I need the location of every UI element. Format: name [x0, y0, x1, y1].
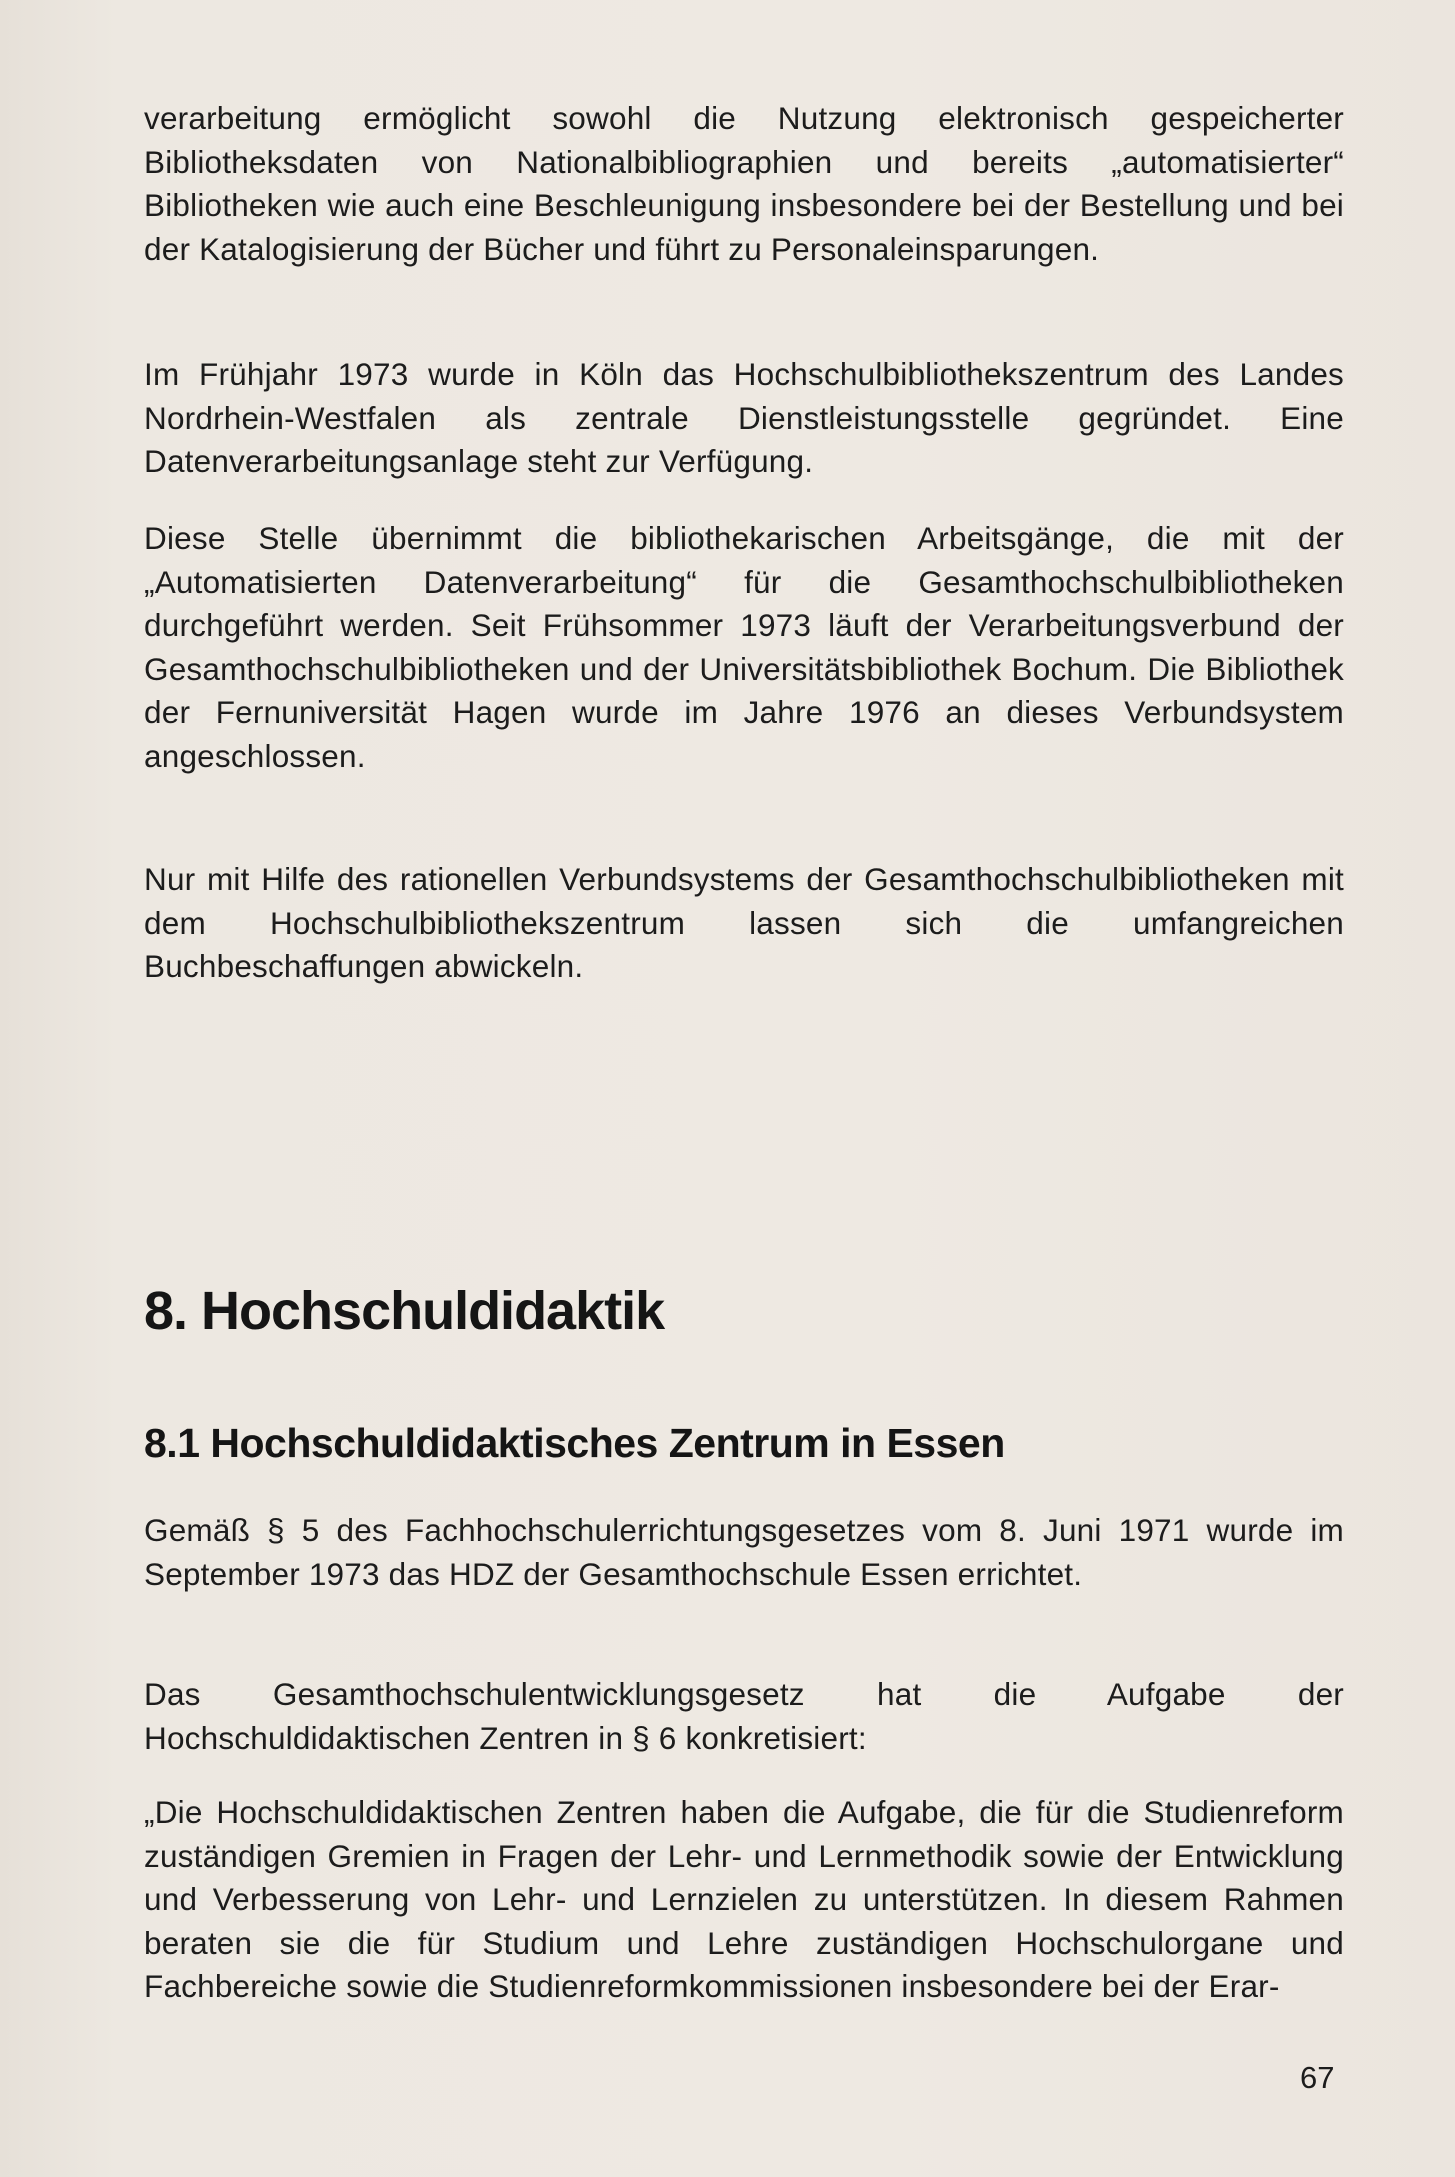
paragraph-4: Nur mit Hilfe des rationellen Verbundsystems der Gesamthochschulbibliotheken mit dem Hochschulbibliothekszentrum lassen sich die umfangreichen Buchbeschaffungen abwickeln. [144, 861, 1344, 984]
paragraph-6: Das Gesamthochschulentwicklungsgesetz hat die Aufgabe der Hochschuldidaktischen Zentren in § 6 konkretisiert: [144, 1676, 1344, 1756]
chapter-heading: 8. Hochschuldidaktik [144, 1281, 665, 1341]
paragraph-5: Gemäß § 5 des Fachhochschulerrichtungsgesetzes vom 8. Juni 1971 wurde im September 1973 das HDZ der Gesamthochschule Essen errichtet. [144, 1512, 1344, 1592]
page-number: 67 [1300, 2060, 1335, 2095]
paragraph-3: Diese Stelle übernimmt die bibliothekarischen Arbeitsgänge, die mit der „Automatisierten Datenverarbeitung“ für die Gesamthochschulbibliotheken durchgeführt werden. Seit Frühsommer 1973 läuft der Verarbeitungsverbund der Gesamthochschulbibliotheken und der Universitätsbibliothek Bochum. Die Bibliothek der Fernuniversität Hagen wurde im Jahre 1976 an dieses Verbundsystem angeschlossen. [144, 520, 1344, 774]
paragraph-2: Im Frühjahr 1973 wurde in Köln das Hochschulbibliothekszentrum des Landes Nordrhein-Westfalen als zentrale Dienstleistungsstelle gegründet. Eine Datenverarbeitungsanlage steht zur Verfügung. [144, 356, 1344, 479]
paragraph-1: verarbeitung ermöglicht sowohl die Nutzung elektronisch gespeicherter Bibliotheksdaten von Nationalbibliographien und bereits „automatisierter“ Bibliotheken wie auch eine Beschleunigung insbesondere bei der Bestellung und bei der Katalogisierung der Bücher und führt zu Personaleinsparungen. [144, 100, 1344, 267]
paragraph-7: „Die Hochschuldidaktischen Zentren haben die Aufgabe, die für die Studienreform zuständigen Gremien in Fragen der Lehr- und Lernmethodik sowie der Entwicklung und Verbesserung von Lehr- und Lernzielen zu unterstützen. In diesem Rahmen beraten sie die für Studium und Lehre zuständigen Hochschulorgane und Fachbereiche sowie die Studienreformkommissionen insbesondere bei der Erar- [144, 1794, 1344, 2004]
section-heading: 8.1 Hochschuldidaktisches Zentrum in Essen [144, 1420, 1005, 1466]
